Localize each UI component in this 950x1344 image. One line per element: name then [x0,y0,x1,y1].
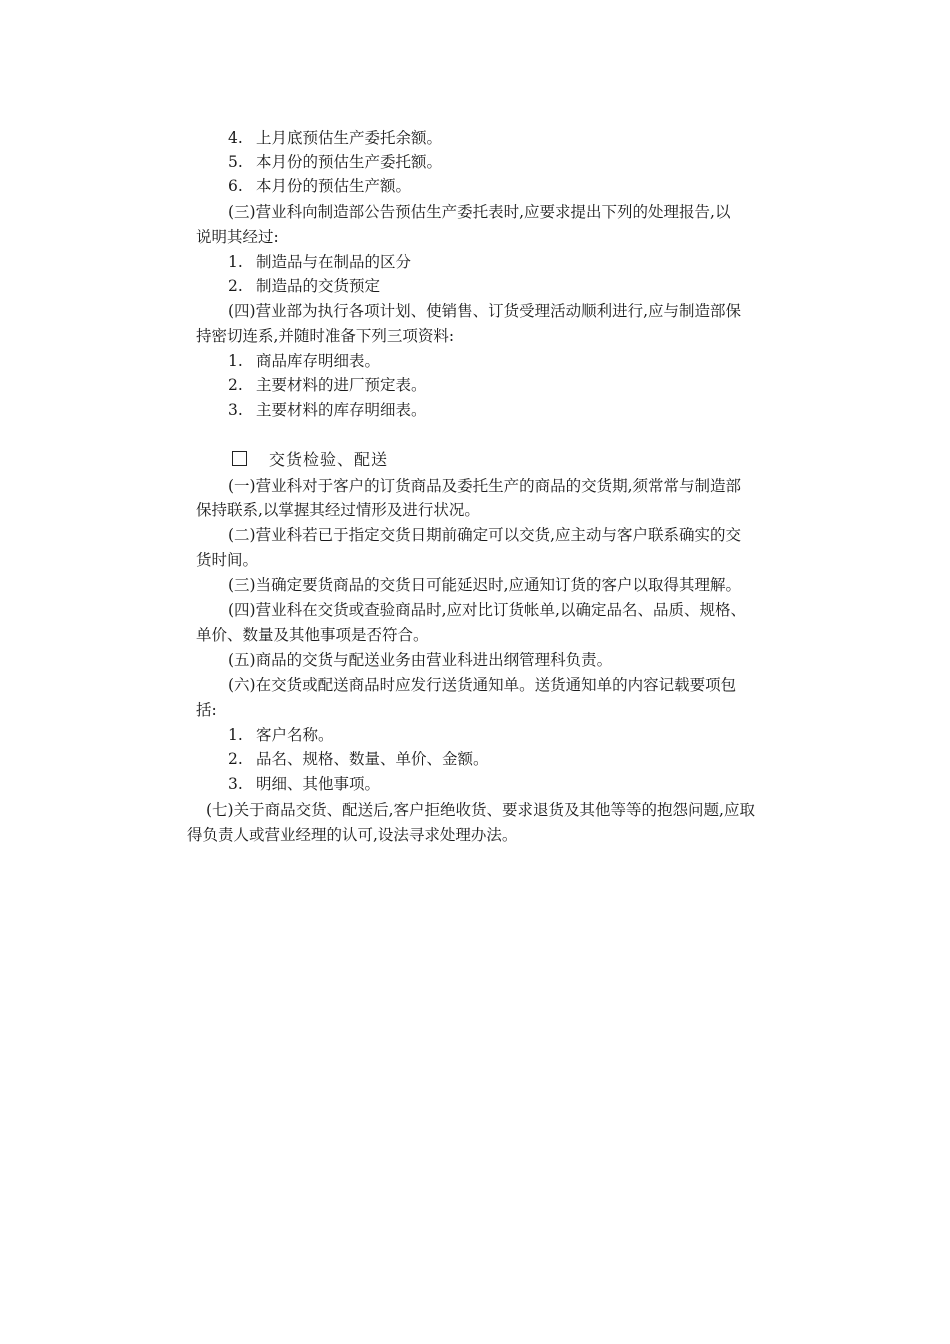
list-item-text: 品名、规格、数量、单价、金额。 [256,750,489,768]
list-item-text: 制造品的交货预定 [256,277,381,295]
list-item [228,723,334,747]
paragraph-line: (四)营业科在交货或查验商品时,应对比订货帐单,以确定品名、品质、规格、 [228,601,746,619]
list-item-number: 4. [228,129,243,147]
paragraph-line: (五)商品的交货与配送业务由营业科进出纲管理科负责。 [228,651,613,669]
list-item-text: 明细、其他事项。 [256,775,381,793]
section-heading [232,448,388,472]
list-item [228,349,380,373]
list-item-number: 1. [228,726,243,744]
list-item-number: 1. [228,352,243,370]
list-item [228,250,411,274]
list-item-number: 3. [228,401,243,419]
list-item-text: 本月份的预估生产委托额。 [256,153,443,171]
paragraph-line: 保持联系,以掌握其经过情形及进行状况。 [196,501,480,519]
paragraph-line: 得负责人或营业经理的认可,设法寻求处理办法。 [187,826,518,844]
list-item [228,772,380,796]
paragraph-line: (四)营业部为执行各项计划、使销售、订货受理活动顺利进行,应与制造部保 [228,302,742,320]
list-item [228,398,427,422]
list-item-number: 3. [228,775,243,793]
list-item-number: 5. [228,153,243,171]
list-item [228,747,489,771]
list-item-number: 2. [228,376,243,394]
paragraph-line: 货时间。 [196,551,259,569]
paragraph-line: (三)当确定要货商品的交货日可能延迟时,应通知订货的客户以取得其理解。 [228,576,742,594]
list-item-text: 商品库存明细表。 [256,352,381,370]
list-item [228,150,442,174]
list-item-text: 本月份的预估生产额。 [256,177,412,195]
list-item [228,126,442,150]
section-heading-text: 交货检验、配送 [269,450,389,469]
paragraph-line: (二)营业科若已于指定交货日期前确定可以交货,应主动与客户联系确实的交 [228,526,742,544]
paragraph-line: (三)营业科向制造部公告预估生产委托表时,应要求提出下列的处理报告,以 [228,203,731,221]
paragraph-line: (七)关于商品交货、配送后,客户拒绝收货、要求退货及其他等等的抱怨问题,应取 [206,801,755,819]
list-item [228,274,380,298]
list-item-text: 主要材料的进厂预定表。 [256,376,427,394]
list-item [228,174,411,198]
paragraph-line: 单价、数量及其他事项是否符合。 [196,626,429,644]
list-item-text: 主要材料的库存明细表。 [256,401,427,419]
paragraph-line: (一)营业科对于客户的订货商品及委托生产的商品的交货期,须常常与制造部 [228,477,742,495]
list-item-text: 上月底预估生产委托余额。 [256,129,443,147]
list-item-text: 客户名称。 [256,726,334,744]
paragraph-line: 持密切连系,并随时准备下列三项资料: [196,327,455,345]
list-item-text: 制造品与在制品的区分 [256,253,412,271]
paragraph-line: 说明其经过: [196,228,279,246]
checkbox-square-icon [232,451,247,466]
paragraph-line: 括: [196,701,217,719]
list-item-number: 2. [228,750,243,768]
list-item-number: 2. [228,277,243,295]
list-item-number: 6. [228,177,243,195]
paragraph-line: (六)在交货或配送商品时应发行送货通知单。送货通知单的内容记载要项包 [228,676,737,694]
list-item [228,373,427,397]
list-item-number: 1. [228,253,243,271]
